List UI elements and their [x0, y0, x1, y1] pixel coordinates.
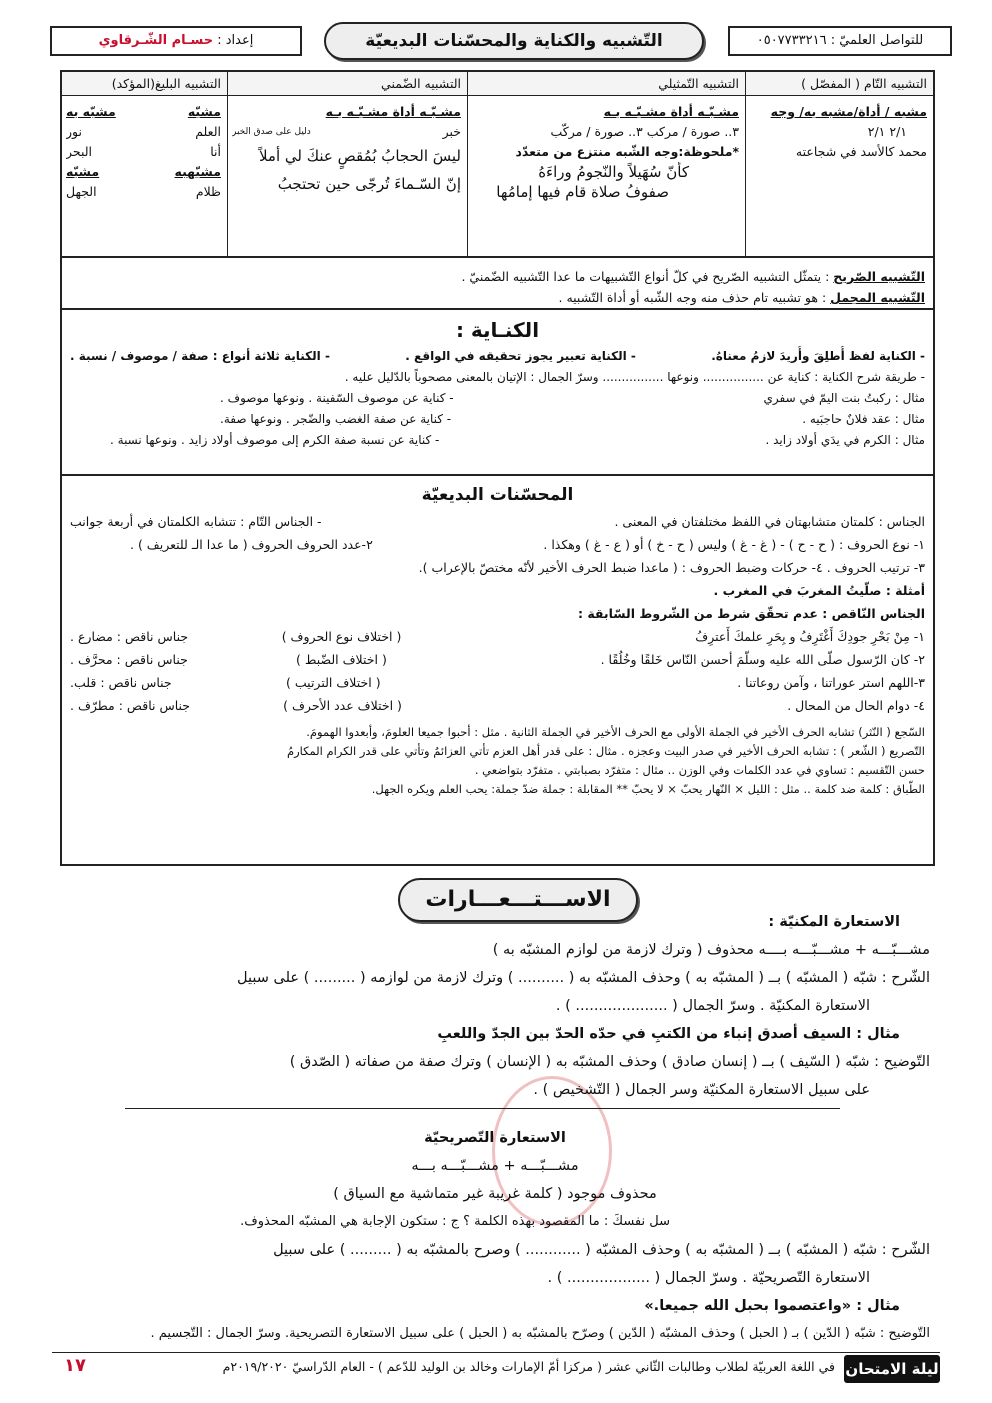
naqis-reason-1: ( اختلاف نوع الحروف ) [281, 629, 402, 644]
kinaya-example-3: مثال : الكرم في يدَي أولاد زايد . [765, 433, 925, 447]
col-dimni [227, 72, 467, 256]
kinaya-section [62, 312, 933, 476]
jinas-tam-example: أمثلة : صلّيتُ المغربَ في المغرب . [713, 583, 925, 598]
naqis-type-2: جناس ناقص : محرَّف . [70, 652, 188, 667]
badi-title: المحسّنات البديعيّة [421, 485, 574, 505]
tasrihiya-example: مثال : «واعتصموا بحبل الله جميعا.» [644, 1298, 900, 1314]
tibaq: الطّباق : كلمة ضد كلمة .. مثل : الليل × النّهار يحبّ × لا يحبّ ** المقابلة : جملة ضدّ جملة: يحب العلم ويكره الجهل. [371, 782, 925, 796]
makniya-section [60, 908, 930, 1104]
naqis-type-4: جناس ناقص : مطرّف . [70, 698, 191, 713]
dimni-verse-1: ليسَ الحجابُ بُمُقصٍ عنكَ لي أملاً [258, 147, 461, 165]
footer-text: في اللغة العربيّة لطلاب وطالبات الثّاني عشر ( مركزا أمّ الإمارات وخالد بن الوليد للدّعم ) - العام الدّراسيّ ٢٠١٩/٢٠٢٠م [222, 1359, 835, 1374]
baligh-ex1-b: نور [66, 124, 82, 139]
kinaya-types: - الكناية ثلاثة أنواع : صفة / موصوف / نسبة . [70, 349, 330, 363]
col-head-tamthili: التشبيه التّمثيلي [468, 72, 745, 96]
tasrihiya-title: الاستعارة التّصريحيّة [424, 1130, 566, 1146]
author-label: إعداد : [217, 33, 254, 48]
naqis-reason-3: ( اختلاف الترتيب ) [286, 675, 381, 690]
tamthili-note: *ملحوظة:وجه الشّبه منتزع من متعدّد [515, 144, 739, 159]
sarih-label: التّشبيه الصّريح [833, 269, 925, 284]
jinas-tam: - الجناس التّام : تتشابه الكلمتان في أربعة جوانب [70, 514, 322, 529]
col-tamthili [467, 72, 745, 256]
baligh-ex3-b: الجهل [66, 184, 97, 199]
jinas-cond-1: ١- نوع الحروف : ( ح - ح ) - ( غ - غ ) وليس ( ح - خ ) أو ( ع - غ ) وهكذا . [543, 537, 925, 552]
makniya-sharh-1: الشّرح : شبّه ( المشبّه ) بــ ( المشبّه به ) وحذف المشبّه به ( .......... ) وترك لازمة من لوازمه ( ......... ) على سبيل [237, 970, 930, 986]
jinas-def: الجناس : كلمتان متشابهتان في اللفظ مختلفتان في المعنى . [614, 514, 925, 529]
husn-taqsim: حسن التّقسيم : تساوي في عدد الكلمات وفي الوزن .. مثال : متفرّد بصبابتي . متفرّد بتواضعي . [474, 763, 925, 777]
tasrihiya-section [60, 1124, 930, 1348]
makniya-tawdih-2: على سبيل الاستعارة المكنيّة وسر الجمال ( التّشخيص ) . [533, 1082, 870, 1098]
kinaya-title: الكنـاية : [455, 318, 540, 342]
contact-number: ٠٥٠٧٧٣٣٢١٦ [756, 33, 827, 48]
jinas-naqis-def: الجناس النّاقص : عدم تحقّق شرط من الشّروط السّابقة : [577, 606, 925, 621]
makniya-sharh-2: الاستعارة المكنيّة . وسرّ الجمال ( .................... ) . [555, 998, 870, 1014]
tamthili-verse-1: كأنّ سُهَيلاً والنّجومُ وراءَهُ [538, 163, 689, 181]
makniya-tawdih-1: التّوضيح : شبّه ( السّيف ) بــ ( إنسان صادق ) وحذف المشبّه به ( الإنسان ) وترك صفة من صفاته ( الصّدق ) [289, 1054, 930, 1070]
tam-example: محمد كالأسد في شجاعته [795, 144, 927, 159]
tasrihiya-sharh-1: الشّرح : شبّه ( المشبّه ) بــ ( المشبّه به ) وحذف المشبّه ( ............ ) وصرح بالمشبّه به ( ......... ) على سبيل [273, 1242, 930, 1258]
naqis-type-1: جناس ناقص : مضارع . [70, 629, 189, 644]
kinaya-explain-2: - كناية عن صفة الغضب والضّجر . ونوعها صفة. [220, 412, 452, 426]
contact-box [728, 26, 952, 56]
naqis-type-3: جناس ناقص : قلب. [70, 675, 172, 690]
baligh-ex2-a: أنا [210, 144, 221, 159]
kinaya-def: - الكناية لفظ أُطلِقَ وأُريدَ لازمُ معناهُ. [711, 349, 925, 363]
jinas-cond-3: ٣- ترتيب الحروف . [826, 560, 925, 575]
kinaya-example-1: مثال : ركبتُ بنت اليمّ في سفري [763, 391, 925, 405]
tasrihiya-tawdih: التّوضيح : شبّه ( الدّين ) بـ ( الحبل ) وحذف المشبّه ( الدّين ) وصرّح بالمشبّه به ( الحبل ) على سبيل الاستعارة التصريحية. وسرّ الجمال : التّجسيم . [150, 1326, 930, 1341]
naqis-reason-4: ( اختلاف عدد الأحرف ) [283, 698, 402, 713]
baligh-mushabbah-bih-label: مشبّه به [66, 104, 116, 119]
col-tam [745, 72, 933, 256]
section-divider [125, 1108, 840, 1109]
tasrihiya-formula-2: محذوف موجود ( كلمة غريبة غير متماشية مع السياق ) [333, 1186, 657, 1202]
dimni-dalil: دليل على صدق الخبر [232, 127, 311, 137]
tam-formula: مشبه / أداة/مشبه به/ وجه [770, 104, 927, 119]
dimni-khabar: خبر [442, 124, 461, 139]
tamthili-parts: ٣.. صورة / مركب ٣.. صورة / مركّب [550, 124, 739, 139]
tasrihiya-sharh-2: الاستعارة التّصريحيّة . وسرّ الجمال ( .................. ) . [547, 1270, 870, 1286]
naqis-example-4: ٤- دوام الحال من المحال . [787, 698, 925, 713]
saja-nathr: السّجع ( النّثر) تشابه الحرف الأخير في الجملة الأولى مع الحرف الأخير في الجملة الثانية . مثل : أحبوا جميعا العلومَ، وأبعدوا الهمومَ. [306, 725, 925, 739]
makniya-title: الاستعارة المكنيّة : [768, 914, 900, 930]
tasrihiya-formula-1: مشـــبّـــه + مشـــبّـــه بـــه [411, 1158, 579, 1174]
tamthili-verse-2: صفوفُ صلاة قام فيها إمامُها [496, 183, 669, 201]
kinaya-method: - طريقة شرح الكناية : كناية عن ................ ونوعها ................ وسرّ الجمال : الإتيان بالمعنى مصحوباً بالدّليل عليه . [344, 370, 925, 384]
mujmal-text: : هو تشبيه تام حذف منه وجه الشّبه أو أداة التّشبيه . [558, 290, 827, 305]
page-number: ١٧ [64, 1355, 86, 1376]
col-head-baligh: التشبيه البليغ(المؤكد) [62, 72, 227, 96]
naqis-example-3: ٣-اللهم استر عوراتنا ، وآمن روعاتنا . [737, 675, 925, 690]
jinas-cond-2: ٢-عدد الحروف الحروف ( ما عدا الـ للتعريف ) . [130, 537, 373, 552]
tasrihiya-question: سل نفسكَ : ما المقصود بهذه الكلمة ؟ ج : ستكون الإجابة هي المشبّه المحذوف. [240, 1214, 670, 1229]
dimni-verse-2: إنّ السّـماءَ تُرجّى حين تحتجبُ [277, 175, 461, 193]
tam-numbers: ٢/١ ٢/١ [867, 124, 907, 139]
page-footer [52, 1352, 940, 1384]
col-head-dimni: التشبيه الضّمني [228, 72, 467, 96]
definitions-section [62, 262, 933, 310]
main-frame [60, 70, 935, 866]
makniya-example: مثال : السيف أصدق إنباء من الكتبِ في حدّه الحدّ بين الجدّ واللعبِ [437, 1026, 900, 1042]
baligh-label-b: مشبّه [66, 164, 100, 179]
baligh-ex2-b: البحر [66, 144, 93, 159]
naqis-example-1: ١- مِنْ بَحْرِ جودِكَ أَغْتَرِفُ و بِحَرِ علمكَ أَعترِفُ [695, 629, 925, 644]
col-head-tam: التشبيه التّام ( المفصّل ) [746, 72, 933, 96]
contact-label: للتواصل العلميّ : [830, 33, 924, 48]
makniya-formula: مشـــبّـــه + مشـــبّـــه بــــه محذوف ( وترك لازمة من لوازم المشبّه به ) [492, 942, 930, 958]
istiarat-title: الاســـتـــعـــارات [398, 878, 638, 922]
page-title: التّشبيه والكناية والمحسّنات البديعيّة [324, 22, 704, 60]
baligh-ex3-a: ظلام [195, 184, 221, 199]
badi-section [62, 478, 933, 864]
naqis-reason-2: ( اختلاف الضّبط ) [296, 652, 387, 667]
kinaya-explain-3: - كناية عن نسبة صفة الكرم إلى موصوف أولاد زايد . ونوعها نسبة . [110, 433, 440, 447]
kinaya-real: - الكناية تعبير يجوز تحقيقه في الواقع . [405, 349, 636, 363]
baligh-label-a: مشبّهبه [174, 164, 221, 179]
mujmal-label: التّشبيه المجمل [830, 290, 925, 305]
naqis-example-2: ٢- كان الرّسول صلّى الله عليه وسلّمَ أحسن النّاس خَلقًا وخُلُقًا . [600, 652, 925, 667]
author-name: حسـام الشّـرقاوي [98, 33, 214, 48]
brand-logo: ليلة الامتحان [844, 1355, 940, 1383]
baligh-mushabbah-label: مشبّه [187, 104, 221, 119]
baligh-ex1-a: العلم [195, 124, 221, 139]
tashbih-grid [62, 72, 933, 258]
author-box [50, 26, 302, 56]
tasri: التّصريع ( الشّعر ) : تشابه الحرف الأخير في صدر البيت وعجزه . مثال : على قدر أهل العزم تأتي العزائمُ وتأتي على قدر الكرام المكارمُ [286, 744, 925, 758]
tamthili-formula: مشـبّـه أداة مشـبّـه بـه [603, 104, 739, 119]
sarih-text: : يتمثّل التشبيه الصّريح في كلّ أنواع التّشبيهات ما عدا التّشبيه الضّمنيّ . [461, 269, 830, 284]
kinaya-explain-1: - كناية عن موصوف السّفينة . ونوعها موصوف . [220, 391, 454, 405]
jinas-cond-4: ٤- حركات وضبط الحروف : ( ماعدا ضبط الحرف الأخير لأنّه مختصّ بالإعراب ). [418, 560, 823, 575]
page-header [40, 22, 952, 62]
kinaya-example-2: مثال : عقد فلانٌ حاجبَيه . [802, 412, 925, 426]
col-baligh [62, 72, 227, 256]
dimni-formula: مشـبّـه أداة مشـبّـه بـه [325, 104, 461, 119]
